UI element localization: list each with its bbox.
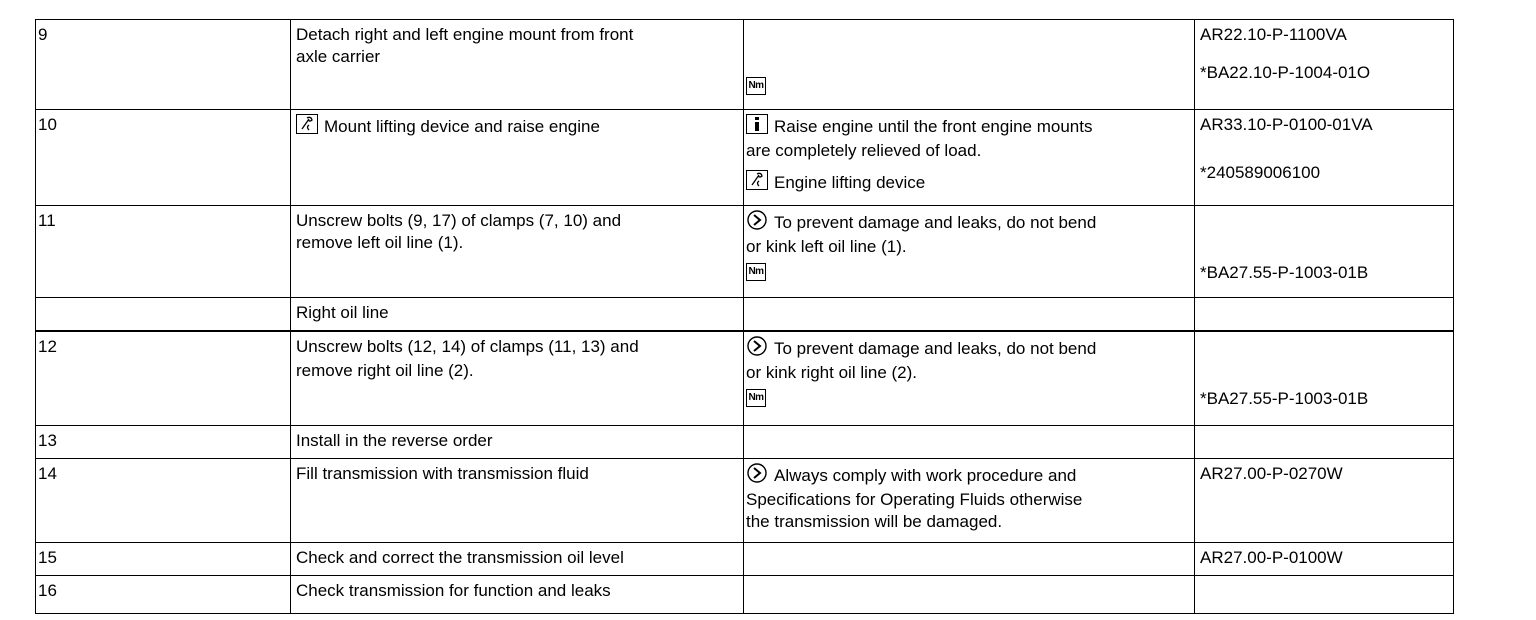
step-number: 11: [36, 206, 291, 298]
step-number: 16: [36, 576, 291, 614]
tool-icon: [746, 170, 768, 196]
table-row: [36, 206, 1454, 298]
section-heading: Right oil line: [291, 298, 744, 331]
step-description: Unscrew bolts (12, 14) of clamps (11, 13) and remove right oil line (2).: [291, 331, 744, 426]
torque-nm-icon: Nm: [746, 263, 766, 281]
notes-cell: [744, 331, 1195, 426]
tool-icon: [296, 114, 318, 140]
reference-cell: [1195, 426, 1454, 459]
notes-cell: [744, 576, 1195, 614]
reference-link[interactable]: *BA27.55-P-1003-01B: [1200, 263, 1369, 282]
step-number: 14: [36, 459, 291, 543]
notes-cell: [744, 20, 1195, 110]
step-description: Mount lifting device and raise engine: [291, 110, 744, 206]
reference-cell: [1195, 110, 1454, 206]
reference-link[interactable]: AR22.10-P-1100VA: [1200, 25, 1347, 44]
reference-cell: [1195, 459, 1454, 543]
reference-link[interactable]: *BA22.10-P-1004-01O: [1200, 63, 1371, 82]
table-row: [36, 543, 1454, 576]
step-number: [36, 298, 291, 331]
step-description: Unscrew bolts (9, 17) of clamps (7, 10) and remove left oil line (1).: [291, 206, 744, 298]
notes-cell: [744, 459, 1195, 543]
note: Raise engine until the front engine mounts are completely relieved of load.: [746, 114, 1192, 162]
reference-cell: [1195, 206, 1454, 298]
reference-link[interactable]: *240589006100: [1200, 163, 1321, 182]
notes-cell: [744, 298, 1195, 331]
table-row: [36, 331, 1454, 426]
notes-cell: [744, 543, 1195, 576]
procedure-table: [35, 19, 1454, 614]
reference-cell: [1195, 331, 1454, 426]
step-number: 9: [36, 20, 291, 110]
note: To prevent damage and leaks, do not bend or kink right oil line (2).: [746, 336, 1192, 384]
torque-nm-icon: Nm: [746, 77, 766, 95]
notes-cell: [744, 206, 1195, 298]
step-number: 10: [36, 110, 291, 206]
table-row: [36, 576, 1454, 614]
reference-cell: [1195, 20, 1454, 110]
note: Always comply with work procedure and Specifications for Operating Fluids otherwise the transmission will be damaged.: [746, 463, 1192, 533]
step-number: 13: [36, 426, 291, 459]
step-description: Detach right and left engine mount from front axle carrier: [291, 20, 744, 110]
note: To prevent damage and leaks, do not bend or kink left oil line (1).: [746, 210, 1192, 258]
table-row: [36, 20, 1454, 110]
step-number: 15: [36, 543, 291, 576]
step-description: Install in the reverse order: [291, 426, 744, 459]
table-row: [36, 426, 1454, 459]
reference-cell: [1195, 543, 1454, 576]
caution-icon: [746, 463, 768, 489]
table-row: [36, 459, 1454, 543]
note: Engine lifting device: [746, 170, 1192, 196]
torque-nm-icon: Nm: [746, 389, 766, 407]
notes-cell: [744, 110, 1195, 206]
reference-link[interactable]: *BA27.55-P-1003-01B: [1200, 388, 1369, 408]
step-description: Fill transmission with transmission fluid: [291, 459, 744, 543]
reference-cell: [1195, 576, 1454, 614]
caution-icon: [746, 210, 768, 236]
reference-link[interactable]: AR33.10-P-0100-01VA: [1200, 115, 1373, 134]
info-icon: [746, 114, 768, 140]
reference-link[interactable]: AR27.00-P-0270W: [1200, 464, 1343, 483]
reference-cell: [1195, 298, 1454, 331]
step-description: Check and correct the transmission oil level: [291, 543, 744, 576]
step-description: Check transmission for function and leaks: [291, 576, 744, 614]
reference-link[interactable]: AR27.00-P-0100W: [1200, 548, 1343, 567]
table-row: [36, 110, 1454, 206]
table-row: [36, 298, 1454, 331]
caution-icon: [746, 336, 768, 362]
notes-cell: [744, 426, 1195, 459]
step-number: 12: [36, 331, 291, 426]
